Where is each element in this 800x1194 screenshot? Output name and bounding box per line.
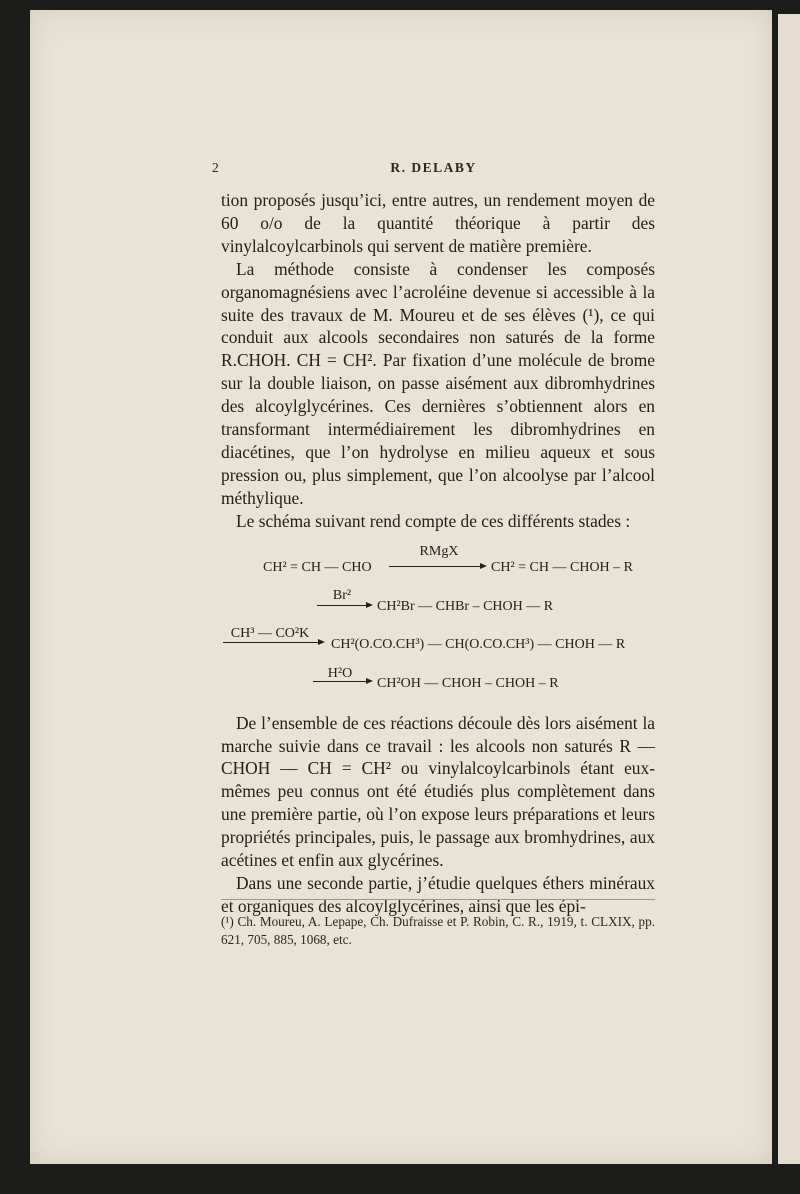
scheme-arrow-2	[317, 605, 371, 606]
scheme-reagent-acetate: CH³ — CO²K	[230, 625, 310, 641]
running-head-author: R. DELABY	[390, 160, 477, 175]
running-head	[212, 160, 655, 180]
paragraph-3: Le schéma suivant rend compte de ces différents stades :	[236, 510, 631, 531]
reaction-scheme	[221, 535, 655, 708]
scheme-product-diacetine: CH²(O.CO.CH³) — CH(O.CO.CH³) — CHOH — R	[331, 636, 626, 652]
scheme-product-dibromhydrine: CH²Br — CHBr – CHOH — R	[377, 598, 554, 614]
scheme-product-glycerine: CH²OH — CHOH – CHOH – R	[377, 675, 559, 691]
paragraph-4: De l’ensemble de ces réactions découle dès lors aisément la marche suivie dans ce travail : les alcools non saturés R — CHOH — CH = CH² ou vinylalcoylcarbinols étant eux-mêmes peu connus ont été étudiés plus complètement dans une première partie, où l’on expose leurs préparations et leurs propriétés principales, puis, le passage aux bromhydrines, aux acétines et enfin aux glycérines.	[221, 712, 655, 871]
scheme-reagent-rmgx: RMgX	[419, 543, 459, 559]
scheme-reagent-h2o: H²O	[327, 665, 353, 681]
paragraph-2: La méthode consiste à condenser les composés organomagnésiens avec l’acroléine devenue si accessible à la suite des travaux de M. Moureu et de ses élèves (¹), ce qui conduit aux alcools secondaires non saturés de la forme R.CHOH. CH = CH². Par fixation d’une molécule de brome sur la double liaison, on passe aisément aux dibromhydrines des alcoylglycérines. Ces dernières s’obtiennent alors en transformant intermédiairement les dibromhydrines en diacétines, que l’on hydrolyse en milieu aqueux et sous pression ou, plus simplement, que l’on alcoolyse par l’alcool méthylique.	[221, 258, 655, 508]
paragraph-5: Dans une seconde partie, j’étudie quelques éthers minéraux et organiques des alcoylglycérines, ainsi que les épi-	[221, 872, 655, 916]
scheme-product-carbinol: CH² = CH — CHOH – R	[491, 559, 633, 575]
scheme-acrolein: CH² = CH — CHO	[263, 559, 372, 575]
footnote	[221, 913, 655, 949]
next-page-edge	[778, 14, 800, 1164]
body-text	[221, 189, 655, 918]
footnote-rule	[221, 899, 655, 900]
scheme-arrow-3	[223, 642, 323, 643]
scheme-arrow-4	[313, 681, 371, 682]
scheme-arrow-1	[389, 566, 485, 567]
paragraph-1: tion proposés jusqu’ici, entre autres, un rendement moyen de 60 o/o de la quantité théorique à partir des vinylalcoylcarbinols qui servent de matière première.	[221, 190, 655, 256]
footnote-text: (¹) Ch. Moureu, A. Lepape, Ch. Dufraisse et P. Robin, C. R., 1919, t. CLXIX, pp. 621, 705, 885, 1068, etc.	[221, 914, 655, 947]
scheme-reagent-br2: Br²	[332, 587, 352, 603]
page-number: 2	[212, 160, 219, 175]
